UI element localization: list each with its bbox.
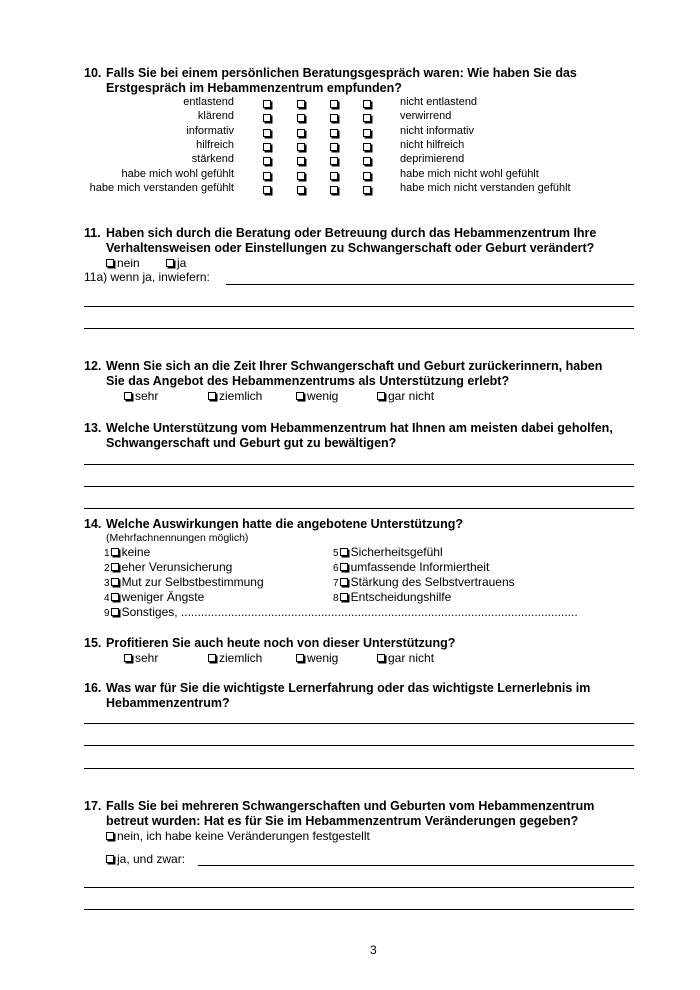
q10-rating-checkbox[interactable] <box>297 157 305 165</box>
checkbox-icon <box>111 608 119 616</box>
q10-left-label: entlastend <box>183 96 234 108</box>
q10-rating-checkbox[interactable] <box>263 157 271 165</box>
checkbox-icon <box>111 593 119 601</box>
q12-option-ziemlich[interactable]: ziemlich <box>208 389 262 403</box>
q17-option-yes[interactable]: ja, und zwar: <box>106 852 185 866</box>
q10-rating-checkbox[interactable] <box>297 143 305 151</box>
q10-rating-checkbox[interactable] <box>297 100 305 108</box>
q12-title-line1: Wenn Sie sich an die Zeit Ihrer Schwangerschaft und Geburt zurückerinnern, haben <box>106 359 603 373</box>
checkbox-icon <box>377 654 385 662</box>
q10-left-label: informativ <box>186 124 234 137</box>
q10-rating-checkbox[interactable] <box>330 129 338 137</box>
q14-option-7[interactable] <box>333 575 515 589</box>
page-number: 3 <box>370 943 377 957</box>
q14-option-8[interactable] <box>333 590 451 604</box>
checkbox-icon <box>296 392 304 400</box>
q14-number: 14. <box>84 517 102 531</box>
checkbox-icon <box>340 578 348 586</box>
q10-rating-checkbox[interactable] <box>263 186 271 194</box>
q11-option-yes[interactable]: ja <box>166 256 186 270</box>
q16-title-line2: Hebammenzentrum? <box>106 696 230 710</box>
checkbox-icon <box>340 563 348 571</box>
q12-option-wenig[interactable]: wenig <box>296 389 338 403</box>
q10-rating-checkbox[interactable] <box>330 172 338 180</box>
q14-option-number: 8 <box>333 593 339 604</box>
q14-option-9[interactable] <box>104 605 578 619</box>
q10-right-label: verwirrend <box>400 110 452 123</box>
q10-title-line1: Falls Sie bei einem persönlichen Beratungsgespräch waren: Wie haben Sie das <box>106 66 577 80</box>
q13-number: 13. <box>84 421 102 435</box>
q10-right-label: deprimierend <box>400 153 465 166</box>
q14-option-1[interactable] <box>104 545 150 559</box>
q14-option-5[interactable] <box>333 545 443 559</box>
q10-rating-checkbox[interactable] <box>263 129 271 137</box>
q14-option-number: 3 <box>104 578 110 589</box>
q14-option-number: 6 <box>333 563 339 574</box>
q10-left-label: hilfreich <box>196 138 234 151</box>
q14-option-3[interactable] <box>104 575 264 589</box>
q10-left-label: klärend <box>197 110 234 123</box>
q14-option-label: weniger Ängste <box>121 590 205 604</box>
q10-rating-checkbox[interactable] <box>363 129 371 137</box>
q11a-answer-line[interactable] <box>84 306 634 307</box>
q14-title: Welche Auswirkungen hatte die angebotene Unterstützung? <box>106 517 463 531</box>
q10-rating-checkbox[interactable] <box>330 186 338 194</box>
q11a-answer-line[interactable] <box>84 328 634 329</box>
checkbox-icon <box>166 259 174 267</box>
q16-answer-line[interactable] <box>84 745 634 746</box>
q11-number: 11. <box>84 226 101 240</box>
q10-rating-checkbox[interactable] <box>297 186 305 194</box>
q14-option-6[interactable] <box>333 560 489 574</box>
q15-title: Profitieren Sie auch heute noch von dieser Unterstützung? <box>106 636 456 650</box>
q17-number: 17. <box>84 799 102 813</box>
q10-rating-checkbox[interactable] <box>263 114 271 122</box>
checkbox-icon <box>106 259 114 267</box>
checkbox-icon <box>340 548 348 556</box>
q14-option-label: keine <box>121 545 151 559</box>
q10-rating-checkbox[interactable] <box>297 129 305 137</box>
q16-answer-line[interactable] <box>84 768 634 769</box>
q14-option-number: 2 <box>104 563 110 574</box>
q10-rating-checkbox[interactable] <box>363 172 371 180</box>
q17-title-line2: betreut wurden: Hat es für Sie im Hebammenzentrum Veränderungen gegeben? <box>106 814 579 828</box>
q14-option-number: 9 <box>104 608 110 619</box>
q14-option-label: umfassende Informiertheit <box>350 560 490 574</box>
checkbox-icon <box>106 855 114 863</box>
q16-number: 16. <box>84 681 102 695</box>
q10-rating-checkbox[interactable] <box>297 172 305 180</box>
q11-title-line2: Verhaltensweisen oder Einstellungen zu Schwangerschaft oder Geburt verändert? <box>106 241 595 255</box>
q11-title-line1: Haben sich durch die Beratung oder Betreuung durch das Hebammenzentrum Ihre <box>106 226 597 240</box>
checkbox-icon <box>111 578 119 586</box>
q14-option-number: 5 <box>333 548 339 559</box>
q10-right-label: habe mich nicht wohl gefühlt <box>400 167 539 180</box>
checkbox-icon <box>124 392 132 400</box>
q10-left-label: habe mich verstanden gefühlt <box>89 181 234 194</box>
q14-option-label: Mut zur Selbstbestimmung <box>121 575 264 589</box>
q10-right-label: nicht hilfreich <box>400 138 465 151</box>
q15-option-ziemlich[interactable]: ziemlich <box>208 651 262 665</box>
q17-option-no[interactable]: nein, ich habe keine Veränderungen festgestellt <box>106 829 370 843</box>
q10-rating-checkbox[interactable] <box>297 114 305 122</box>
q10-rating-checkbox[interactable] <box>363 186 371 194</box>
q15-option-gar-nicht[interactable]: gar nicht <box>377 651 434 665</box>
q14-option-label: Sicherheitsgefühl <box>350 545 443 559</box>
q13-answer-line[interactable] <box>84 486 634 487</box>
q16-answer-line[interactable] <box>84 723 634 724</box>
q14-option-number: 4 <box>104 593 110 604</box>
q10-rating-checkbox[interactable] <box>263 172 271 180</box>
q13-title-line1: Welche Unterstützung vom Hebammenzentrum hat Ihnen am meisten dabei geholfen, <box>106 421 613 435</box>
q14-option-label: Entscheidungshilfe <box>350 590 452 604</box>
q12-title-line2: Sie das Angebot des Hebammenzentrums als Unterstützung erlebt? <box>106 374 510 388</box>
q10-right-label: nicht entlastend <box>400 96 478 108</box>
q11-option-no[interactable]: nein <box>106 256 140 270</box>
q17-answer-line[interactable] <box>84 887 634 888</box>
q14-option-label: Sonstiges, ....................................................................................................................... <box>121 605 578 619</box>
q15-number: 15. <box>84 636 102 650</box>
q10-right-label: nicht informativ <box>400 124 474 137</box>
q14-option-number: 7 <box>333 578 339 589</box>
q10-rating-checkbox[interactable] <box>330 157 338 165</box>
q17-answer-line[interactable] <box>198 865 634 866</box>
checkbox-icon <box>106 832 114 840</box>
q10-rating-checkbox[interactable] <box>363 114 371 122</box>
q15-option-sehr[interactable]: sehr <box>124 651 158 665</box>
q14-option-2[interactable] <box>104 560 232 574</box>
q13-answer-line[interactable] <box>84 508 634 509</box>
q12-option-gar-nicht[interactable]: gar nicht <box>377 389 434 403</box>
q10-rating-checkbox[interactable] <box>330 114 338 122</box>
q10-rating-checkbox[interactable] <box>330 143 338 151</box>
q14-option-number: 1 <box>104 548 110 559</box>
q10-rating-checkbox[interactable] <box>363 100 371 108</box>
q14-option-label: eher Verunsicherung <box>121 560 233 574</box>
q17-title-line1: Falls Sie bei mehreren Schwangerschaften und Geburten vom Hebammenzentrum <box>106 799 595 813</box>
q16-title-line1: Was war für Sie die wichtigste Lernerfahrung oder das wichtigste Lernerlebnis im <box>106 681 591 695</box>
q10-rating-checkbox[interactable] <box>363 143 371 151</box>
q17-answer-line[interactable] <box>84 909 634 910</box>
q13-answer-line[interactable] <box>84 464 634 465</box>
checkbox-icon <box>340 593 348 601</box>
q14-option-label: Stärkung des Selbstvertrauens <box>350 575 515 589</box>
q10-number: 10. <box>84 66 102 80</box>
checkbox-icon <box>377 392 385 400</box>
q12-number: 12. <box>84 359 102 373</box>
q10-left-label: stärkend <box>191 153 234 166</box>
q10-rating-checkbox[interactable] <box>263 143 271 151</box>
checkbox-icon <box>111 548 119 556</box>
checkbox-icon <box>111 563 119 571</box>
checkbox-icon <box>208 654 216 662</box>
q14-note: (Mehrfachnennungen möglich) <box>106 532 249 544</box>
q15-option-wenig[interactable]: wenig <box>296 651 338 665</box>
checkbox-icon <box>208 392 216 400</box>
checkbox-icon <box>124 654 132 662</box>
q10-right-label: habe mich nicht verstanden gefühlt <box>400 181 571 194</box>
q10-rating-checkbox[interactable] <box>263 100 271 108</box>
q13-title-line2: Schwangerschaft und Geburt gut zu bewältigen? <box>106 436 397 450</box>
q14-option-4[interactable] <box>104 590 204 604</box>
q11a-answer-line[interactable] <box>226 284 634 285</box>
q10-left-label: habe mich wohl gefühlt <box>121 167 234 180</box>
q12-option-sehr[interactable]: sehr <box>124 389 158 403</box>
q11a-label: 11a) wenn ja, inwiefern: <box>84 270 210 284</box>
q10-title-line2: Erstgespräch im Hebammenzentrum empfunden? <box>106 81 402 95</box>
checkbox-icon <box>296 654 304 662</box>
q10-rating-checkbox[interactable] <box>330 100 338 108</box>
q10-rating-checkbox[interactable] <box>363 157 371 165</box>
